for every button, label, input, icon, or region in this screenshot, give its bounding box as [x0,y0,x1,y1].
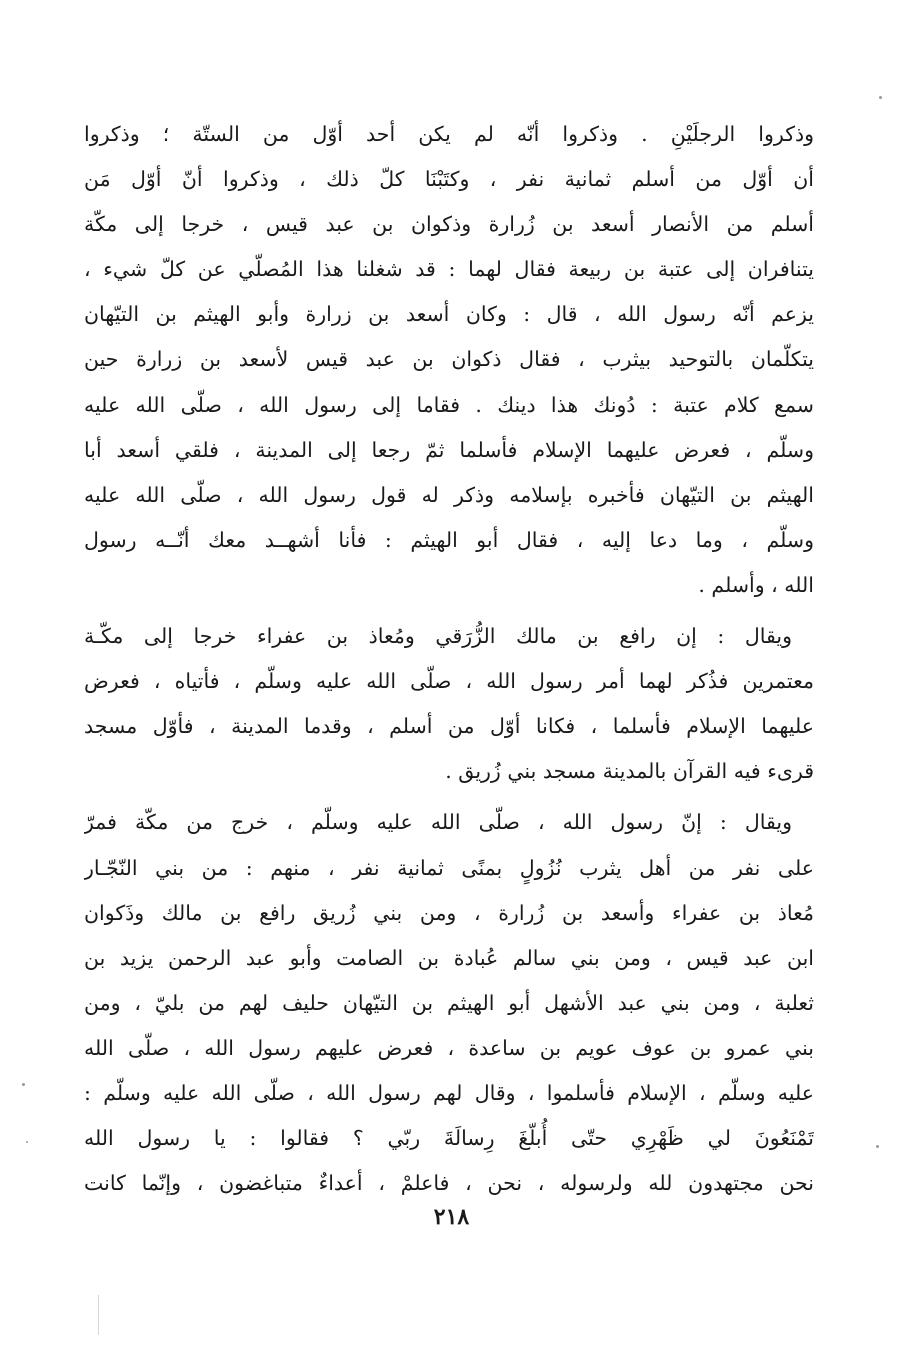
text-line: مُعاذ بن عفراء وأسعد بن زُرارة ، ومن بني زُريق رافع بن مالك وذَكوان [84,900,814,925]
text-line: الله ، وأسلم . [698,572,814,597]
text-line: ويقال : إنّ رسول الله ، صلّى الله عليه وسلّم ، خرج من مكّة فمرّ [84,810,792,835]
text-line: أسلم من الأنصار أسعد بن زُرارة وذكوان بن عبد قيس ، خرجا إلى مكّة [84,212,814,237]
text-line: سمع كلام عتبة : دُونك هذا دينك . فقاما إلى رسول الله ، صلّى الله عليه [84,392,814,417]
text-line: وسلّم ، فعرض عليهما الإسلام فأسلما ثمّ رجعا إلى المدينة ، فلقي أسعد أبا [84,437,814,462]
scan-speck [876,1145,879,1148]
text-line: أن أوّل من أسلم ثمانية نفر ، وكتَبْنَا كلّ ذلك ، وذكروا أنّ أوّل مَن [84,167,814,192]
text-line: يتنافران إلى عتبة بن ربيعة فقال لهما : قد شغلنا هذا المُصلّي عن كلّ شيء ، [84,257,814,282]
text-line: عليه وسلّم ، الإسلام فأسلموا ، وقال لهم رسول الله ، صلّى الله عليه وسلّم : [84,1080,814,1105]
text-line: معتمرين فذُكر لهما أمر رسول الله ، صلّى الله عليه وسلّم ، فأتياه ، فعرض [84,669,814,694]
scan-streak [98,1295,99,1335]
text-line: عليهما الإسلام فأسلما ، فكانا أوّل من أسلم ، وقدما المدينة ، فأوّل مسجد [84,714,814,739]
scan-speck [26,1141,28,1143]
page-number: ٢١٨ [433,1204,470,1230]
body-text [84,112,814,1206]
text-line: يزعم أنّه رسول الله ، قال : وكان أسعد بن زرارة وأبو الهيثم بن التيّهان [84,302,814,327]
paragraph [84,112,814,608]
scan-speck [879,96,882,99]
text-line: تَمْنَعُونَ لي ظَهْرِي حتّى أُبلّغَ رِسالَةَ ربّي ؟ فقالوا : يا رسول الله [84,1126,814,1151]
text-line: ويقال : إن رافع بن مالك الزُّرَقي ومُعاذ بن عفراء خرجا إلى مكّـة [84,624,792,649]
text-line: على نفر من أهل يثرب نُزُولٍ بمنًى ثمانية نفر ، منهم : من بني النّجّـار [84,855,814,880]
paragraph [84,614,814,794]
text-line: بني عمرو بن عوف عويم بن ساعدة ، فعرض عليهم رسول الله ، صلّى الله [84,1035,814,1060]
text-line: ابن عبد قيس ، ومن بني سالم عُبادة بن الصامت وأبو عبد الرحمن يزيد بن [84,945,814,970]
text-line: يتكلّمان بالتوحيد بيثرب ، فقال ذكوان بن عبد قيس لأسعد بن زرارة حين [84,347,814,372]
text-line: ثعلبة ، ومن بني عبد الأشهل أبو الهيثم بن التيّهان حليف لهم من بليّ ، ومن [84,990,814,1015]
paragraph [84,800,814,1206]
text-line: وسلّم ، وما دعا إليه ، فقال أبو الهيثم : فأنا أشهــد معك أنّــه رسول [84,527,814,552]
scan-speck [22,1083,25,1086]
text-line: وذكروا الرجلَيْنِ . وذكروا أنّه لم يكن أحد أوّل من الستّة ؛ وذكروا [84,122,814,146]
text-line: نحن مجتهدون لله ولرسوله ، نحن ، فاعلمْ ، أعداءٌ متباغضون ، وإنّما كانت [84,1171,814,1196]
text-line: قرىء فيه القرآن بالمدينة مسجد بني زُريق . [445,759,814,784]
text-line: الهيثم بن التيّهان فأخبره بإسلامه وذكر له قول رسول الله ، صلّى الله عليه [84,482,814,507]
